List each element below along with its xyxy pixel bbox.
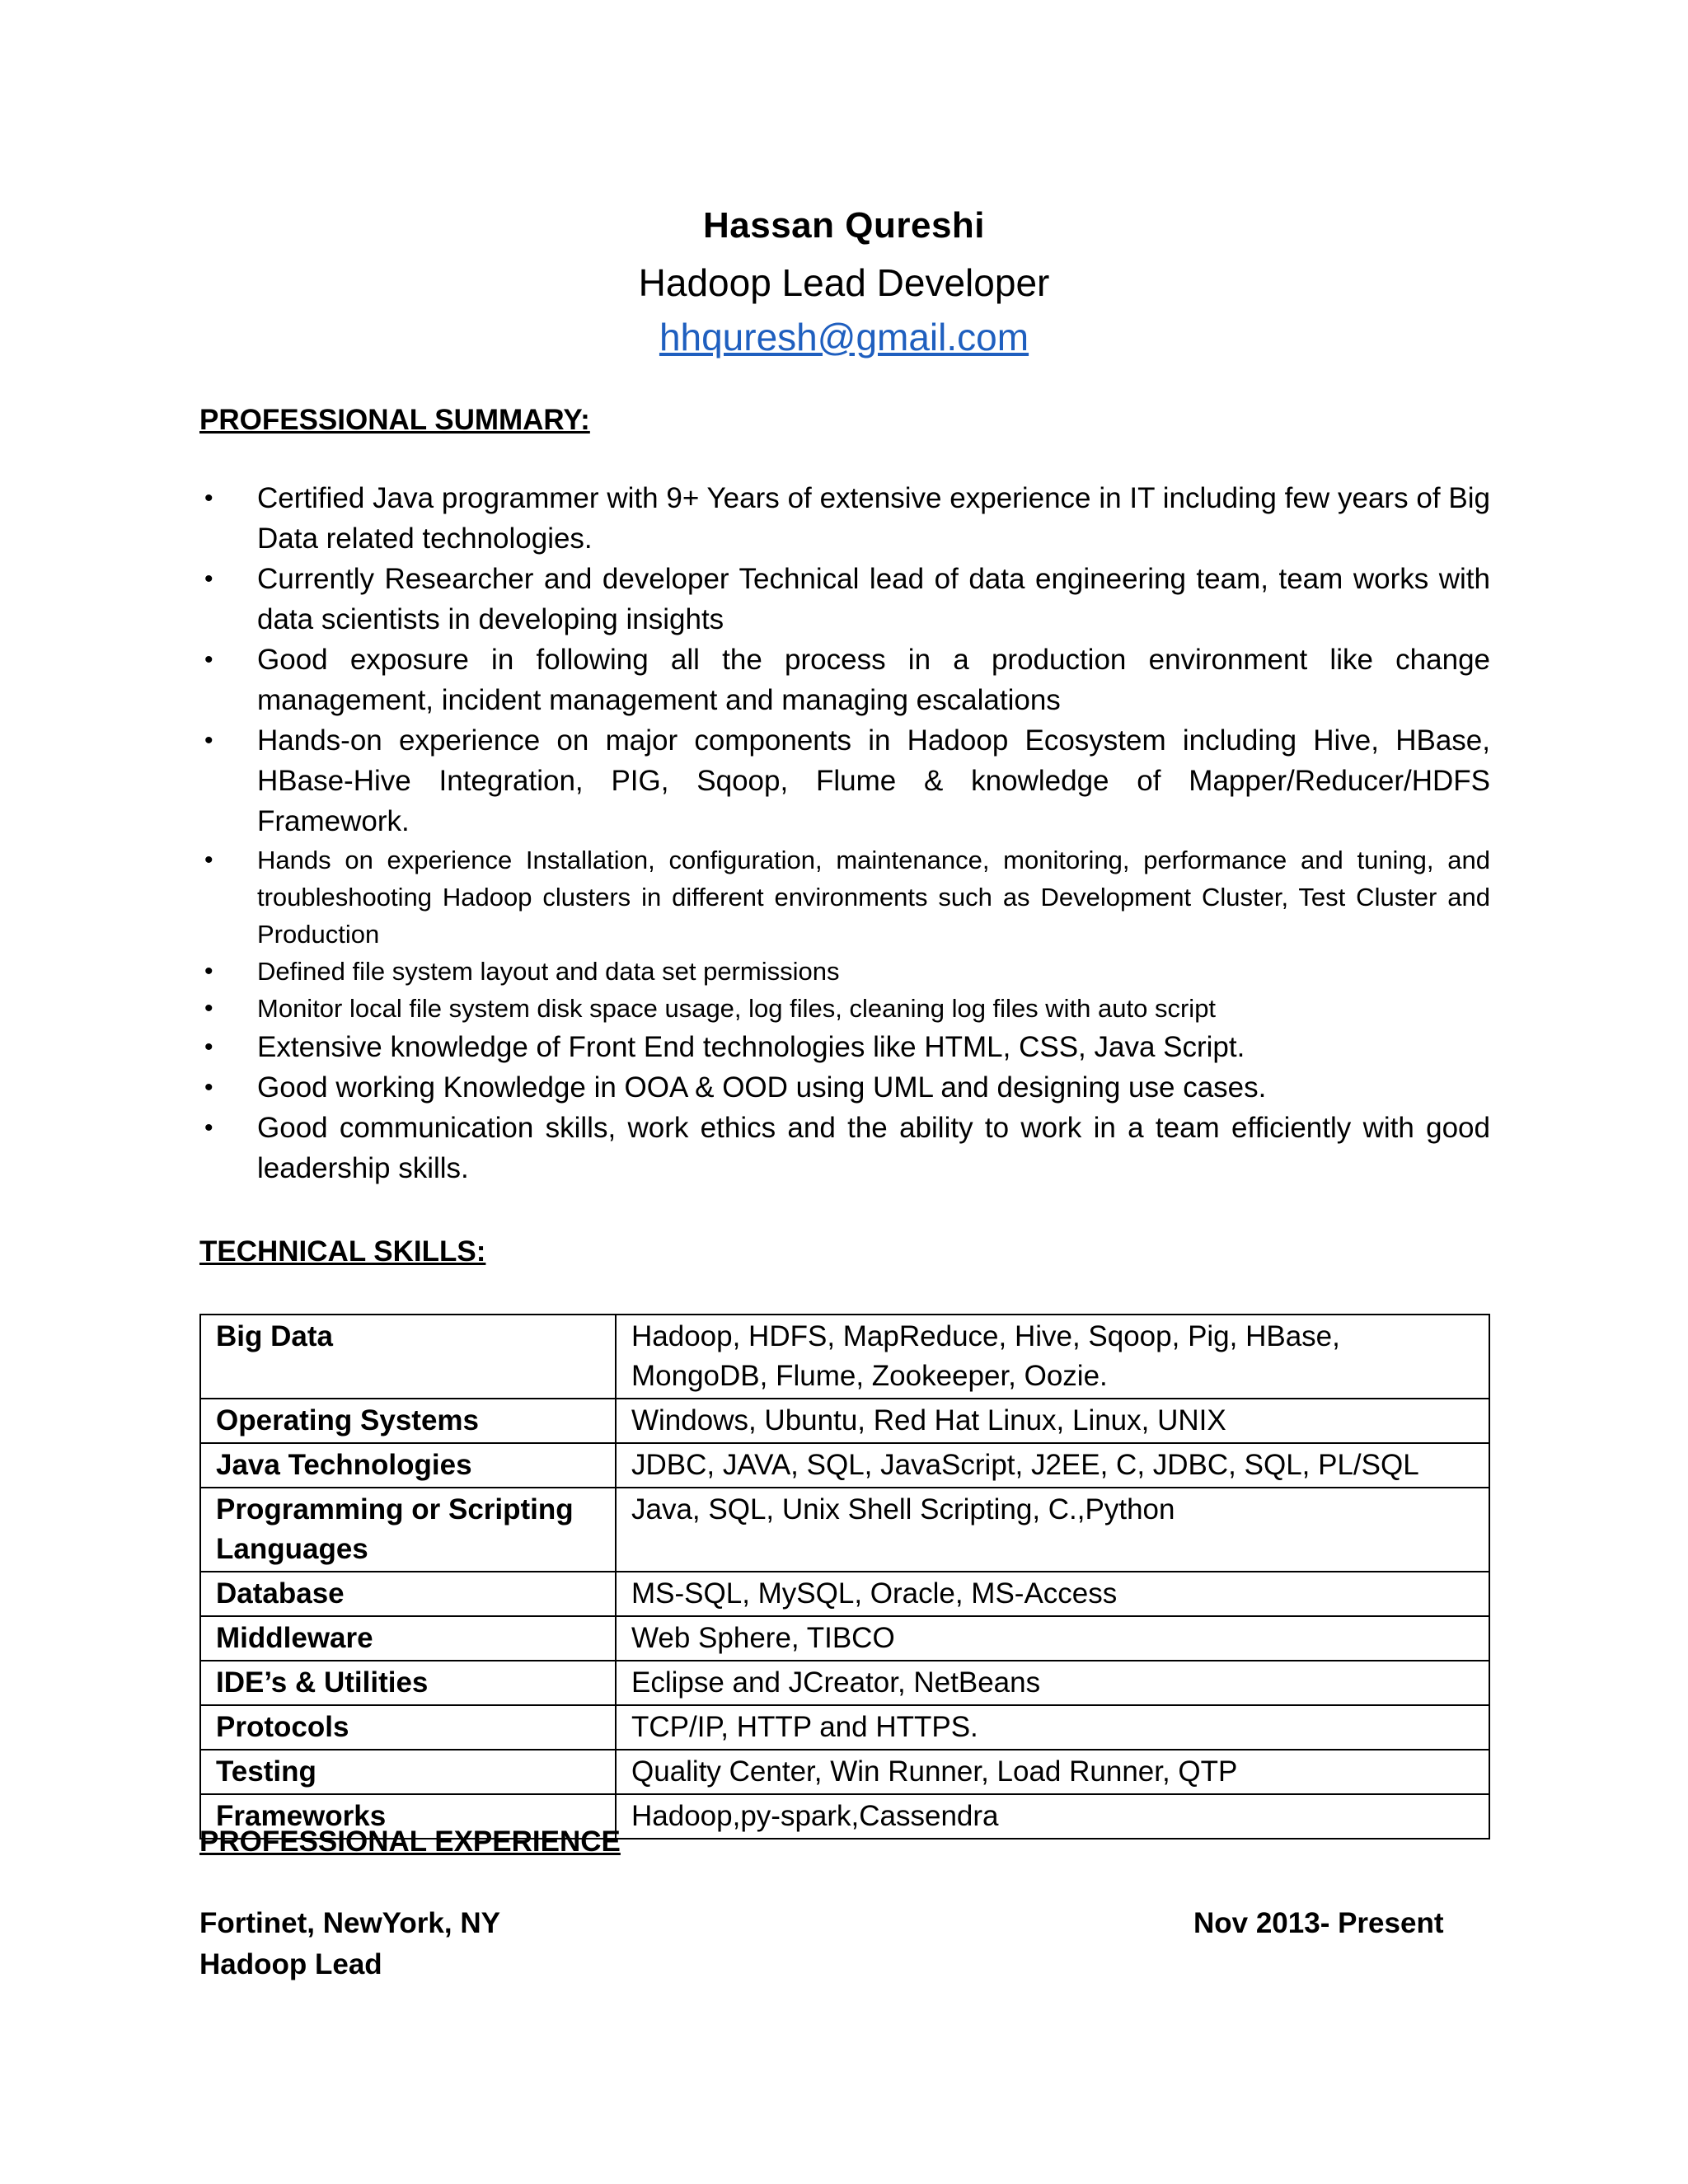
skills-heading: TECHNICAL SKILLS: (199, 1235, 486, 1268)
bullet-icon: • (204, 846, 213, 874)
table-row (200, 1399, 1489, 1443)
skill-category: Testing (200, 1750, 616, 1794)
skill-category: Java Technologies (200, 1443, 616, 1488)
summary-item (199, 640, 1490, 720)
bullet-icon: • (204, 1033, 213, 1061)
summary-list (199, 478, 1490, 1188)
summary-text: Hands on experience Installation, configuration, maintenance, monitoring, performance and tuning, and troubleshooting Hadoop clusters in different environments such as Development Cluster, Test Cluster and Production (257, 846, 1490, 949)
bullet-icon: • (204, 565, 213, 593)
summary-text: Good communication skills, work ethics and the ability to work in a team efficiently with good leadership skills. (257, 1112, 1490, 1184)
summary-text: Good exposure in following all the process in a production environment like change management, incident management and managing escalations (257, 644, 1490, 716)
skill-category: IDE’s & Utilities (200, 1661, 616, 1705)
table-row (200, 1616, 1489, 1661)
resume-header (0, 196, 1688, 364)
summary-text: Good working Knowledge in OOA & OOD using UML and designing use cases. (257, 1071, 1267, 1104)
email-line (0, 310, 1688, 364)
skill-value: Web Sphere, TIBCO (616, 1616, 1489, 1661)
summary-text: Hands-on experience on major components in Hadoop Ecosystem including Hive, HBase, HBase-Hive Integration, PIG, Sqoop, Flume & knowledge of Mapper/Reducer/HDFS Framework. (257, 724, 1490, 837)
skill-category: Database (200, 1572, 616, 1616)
summary-text: Extensive knowledge of Front End technologies like HTML, CSS, Java Script. (257, 1031, 1245, 1063)
summary-item (199, 990, 1490, 1027)
summary-item (199, 953, 1490, 990)
table-row (200, 1572, 1489, 1616)
skill-value: Eclipse and JCreator, NetBeans (616, 1661, 1489, 1705)
candidate-title: Hadoop Lead Developer (638, 261, 1050, 304)
summary-text: Certified Java programmer with 9+ Years of extensive experience in IT including few years of Big Data related technologies. (257, 482, 1490, 555)
bullet-icon: • (204, 646, 213, 673)
bullet-icon: • (204, 995, 213, 1022)
summary-item (199, 1108, 1490, 1188)
table-row (200, 1661, 1489, 1705)
experience-role: Hadoop Lead (199, 1948, 382, 1980)
bullet-icon: • (204, 1114, 213, 1141)
skill-value: Hadoop,py-spark,Cassendra (616, 1794, 1489, 1839)
experience-heading: PROFESSIONAL EXPERIENCE (199, 1825, 621, 1858)
bullet-icon: • (204, 958, 213, 985)
experience-dates: Nov 2013- Present (1193, 1907, 1444, 1939)
summary-item (199, 1027, 1490, 1067)
skill-category: Big Data (200, 1315, 616, 1399)
skill-value: MS-SQL, MySQL, Oracle, MS-Access (616, 1572, 1489, 1616)
summary-heading: PROFESSIONAL SUMMARY: (199, 404, 590, 436)
summary-text: Currently Researcher and developer Technical lead of data engineering team, team works with data scientists in developing insights (257, 563, 1490, 635)
table-row (200, 1488, 1489, 1572)
bullet-icon: • (204, 727, 213, 754)
skill-value: Quality Center, Win Runner, Load Runner, QTP (616, 1750, 1489, 1794)
summary-item (199, 841, 1490, 953)
skill-value: TCP/IP, HTTP and HTTPS. (616, 1705, 1489, 1750)
skill-value: Hadoop, HDFS, MapReduce, Hive, Sqoop, Pig, HBase, MongoDB, Flume, Zookeeper, Oozie. (616, 1315, 1489, 1399)
bullet-icon: • (204, 485, 213, 512)
table-row (200, 1705, 1489, 1750)
table-row (200, 1750, 1489, 1794)
skills-table (199, 1314, 1490, 1840)
summary-item (199, 1067, 1490, 1108)
skill-category: Operating Systems (200, 1399, 616, 1443)
experience-company: Fortinet, NewYork, NY (199, 1907, 500, 1939)
table-row (200, 1315, 1489, 1399)
summary-text: Defined file system layout and data set permissions (257, 957, 840, 986)
skill-category: Middleware (200, 1616, 616, 1661)
summary-text: Monitor local file system disk space usage, log files, cleaning log files with auto script (257, 994, 1217, 1023)
table-row (200, 1443, 1489, 1488)
skill-value: JDBC, JAVA, SQL, JavaScript, J2EE, C, JDBC, SQL, PL/SQL (616, 1443, 1489, 1488)
summary-item (199, 720, 1490, 841)
summary-item (199, 559, 1490, 640)
candidate-name: Hassan Qureshi (702, 205, 986, 246)
summary-item (199, 478, 1490, 559)
email-link[interactable]: hhquresh@gmail.com (659, 316, 1029, 359)
bullet-icon: • (204, 1074, 213, 1101)
skill-category: Programming or Scripting Languages (200, 1488, 616, 1572)
skill-category: Protocols (200, 1705, 616, 1750)
skill-category: Frameworks (200, 1794, 616, 1839)
skill-value: Java, SQL, Unix Shell Scripting, C.,Python (616, 1488, 1489, 1572)
skill-value: Windows, Ubuntu, Red Hat Linux, Linux, UNIX (616, 1399, 1489, 1443)
